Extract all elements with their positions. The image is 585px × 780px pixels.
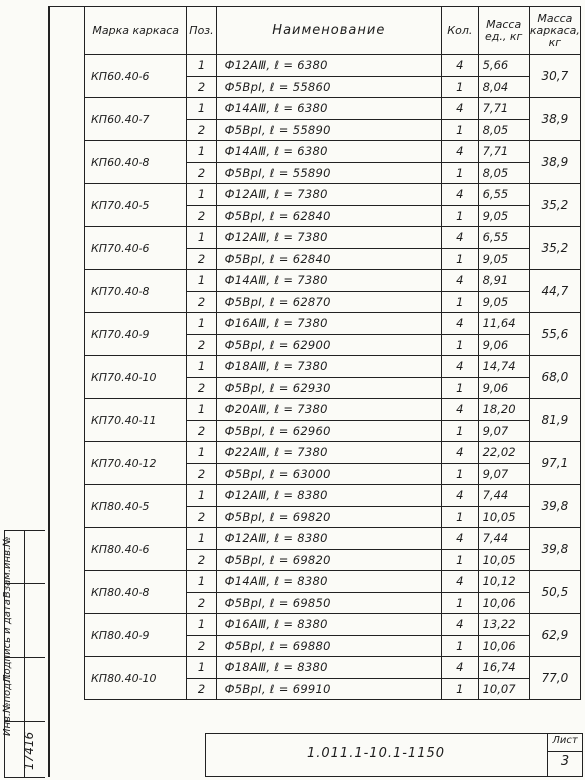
position-cell: 2: [187, 678, 216, 700]
specification-table: [84, 6, 581, 700]
frame-mark: КП70.40-12: [85, 442, 187, 485]
designation-cell: Ф5ВрⅠ, ℓ = 69880: [216, 635, 441, 657]
position-cell: 2: [187, 463, 216, 485]
position-cell: 2: [187, 205, 216, 227]
position-cell: 2: [187, 377, 216, 399]
table-row: [85, 184, 581, 206]
designation-cell: Ф5ВрⅠ, ℓ = 55890: [216, 119, 441, 141]
quantity-cell: 4: [442, 356, 479, 378]
designation-cell: Ф12АⅢ, ℓ = 6380: [216, 55, 441, 77]
frame-mark: КП60.40-8: [85, 141, 187, 184]
frame-mark: КП60.40-7: [85, 98, 187, 141]
position-cell: 1: [187, 485, 216, 507]
table-row: [85, 442, 581, 464]
unit-mass-cell: 9,07: [478, 463, 529, 485]
strip-labels: [2, 526, 13, 736]
position-cell: 1: [187, 184, 216, 206]
quantity-cell: 4: [442, 270, 479, 292]
table-row: [85, 55, 581, 77]
quantity-cell: 4: [442, 141, 479, 163]
designation-cell: Ф12АⅢ, ℓ = 8380: [216, 528, 441, 550]
unit-mass-cell: 10,12: [478, 571, 529, 593]
unit-mass-cell: 9,07: [478, 420, 529, 442]
quantity-cell: 1: [442, 506, 479, 528]
position-cell: 1: [187, 657, 216, 679]
designation-cell: Ф20АⅢ, ℓ = 7380: [216, 399, 441, 421]
designation-cell: Ф5ВрⅠ, ℓ = 69820: [216, 549, 441, 571]
quantity-cell: 1: [442, 119, 479, 141]
designation-cell: Ф14АⅢ, ℓ = 8380: [216, 571, 441, 593]
quantity-cell: 1: [442, 248, 479, 270]
position-cell: 2: [187, 549, 216, 571]
quantity-cell: 4: [442, 313, 479, 335]
quantity-cell: 1: [442, 635, 479, 657]
frame-mass-cell: 81,9: [529, 399, 580, 442]
quantity-cell: 4: [442, 55, 479, 77]
table-row: [85, 485, 581, 507]
sheet-number: 3: [560, 754, 570, 769]
designation-cell: Ф5ВрⅠ, ℓ = 62960: [216, 420, 441, 442]
strip-label-signature: Подпись и дата: [2, 599, 13, 682]
designation-cell: Ф16АⅢ, ℓ = 7380: [216, 313, 441, 335]
strip-inv-value: 17416: [22, 731, 36, 770]
header-pos: Поз.: [187, 7, 216, 55]
designation-cell: Ф5ВрⅠ, ℓ = 63000: [216, 463, 441, 485]
table-row: [85, 141, 581, 163]
designation-cell: Ф18АⅢ, ℓ = 7380: [216, 356, 441, 378]
frame-mark: КП80.40-5: [85, 485, 187, 528]
designation-cell: Ф5ВрⅠ, ℓ = 62870: [216, 291, 441, 313]
unit-mass-cell: 10,05: [478, 549, 529, 571]
frame-mass-cell: 30,7: [529, 55, 580, 98]
designation-cell: Ф5ВрⅠ, ℓ = 62840: [216, 248, 441, 270]
position-cell: 2: [187, 592, 216, 614]
designation-cell: Ф5ВрⅠ, ℓ = 62930: [216, 377, 441, 399]
designation-cell: Ф22АⅢ, ℓ = 7380: [216, 442, 441, 464]
frame-mass-cell: 39,8: [529, 528, 580, 571]
table-row: [85, 657, 581, 679]
frame-mass-cell: 62,9: [529, 614, 580, 657]
unit-mass-cell: 8,04: [478, 76, 529, 98]
frame-mass-cell: 68,0: [529, 356, 580, 399]
position-cell: 1: [187, 614, 216, 636]
designation-cell: Ф5ВрⅠ, ℓ = 69850: [216, 592, 441, 614]
quantity-cell: 4: [442, 657, 479, 679]
frame-mark: КП70.40-11: [85, 399, 187, 442]
designation-cell: Ф12АⅢ, ℓ = 8380: [216, 485, 441, 507]
frame-mass-cell: 35,2: [529, 227, 580, 270]
document-code: 1.011.1-10.1-1150: [306, 746, 446, 761]
unit-mass-cell: 8,05: [478, 162, 529, 184]
designation-cell: Ф5ВрⅠ, ℓ = 55860: [216, 76, 441, 98]
table-row: [85, 528, 581, 550]
unit-mass-cell: 5,66: [478, 55, 529, 77]
quantity-cell: 4: [442, 98, 479, 120]
quantity-cell: 1: [442, 463, 479, 485]
quantity-cell: 4: [442, 442, 479, 464]
unit-mass-cell: 7,44: [478, 528, 529, 550]
unit-mass-cell: 6,55: [478, 184, 529, 206]
designation-cell: Ф5ВрⅠ, ℓ = 62900: [216, 334, 441, 356]
position-cell: 1: [187, 356, 216, 378]
table-header: [85, 7, 581, 55]
header-qty: Кол.: [442, 7, 479, 55]
quantity-cell: 1: [442, 162, 479, 184]
unit-mass-cell: 14,74: [478, 356, 529, 378]
unit-mass-cell: 10,07: [478, 678, 529, 700]
header-frame-mass: Масса каркаса, кг: [529, 7, 580, 55]
unit-mass-cell: 8,05: [478, 119, 529, 141]
table-row: [85, 356, 581, 378]
unit-mass-cell: 8,91: [478, 270, 529, 292]
table-row: [85, 399, 581, 421]
quantity-cell: 1: [442, 205, 479, 227]
quantity-cell: 4: [442, 528, 479, 550]
designation-cell: Ф16АⅢ, ℓ = 8380: [216, 614, 441, 636]
frame-mass-cell: 38,9: [529, 141, 580, 184]
quantity-cell: 4: [442, 227, 479, 249]
designation-cell: Ф5ВрⅠ, ℓ = 55890: [216, 162, 441, 184]
sheet-cell: [547, 734, 582, 776]
designation-cell: Ф14АⅢ, ℓ = 6380: [216, 98, 441, 120]
position-cell: 1: [187, 227, 216, 249]
frame-mark: КП80.40-6: [85, 528, 187, 571]
frame-mark: КП80.40-10: [85, 657, 187, 700]
position-cell: 1: [187, 571, 216, 593]
quantity-cell: 1: [442, 76, 479, 98]
designation-cell: Ф14АⅢ, ℓ = 7380: [216, 270, 441, 292]
position-cell: 2: [187, 334, 216, 356]
table-row: [85, 98, 581, 120]
quantity-cell: 1: [442, 678, 479, 700]
position-cell: 2: [187, 119, 216, 141]
quantity-cell: 1: [442, 291, 479, 313]
quantity-cell: 1: [442, 420, 479, 442]
strip-label-inv: Инв.№подл.: [2, 673, 13, 736]
frame-mark: КП70.40-9: [85, 313, 187, 356]
unit-mass-cell: 11,64: [478, 313, 529, 335]
unit-mass-cell: 7,44: [478, 485, 529, 507]
frame-mass-cell: 55,6: [529, 313, 580, 356]
frame-mass-cell: 39,8: [529, 485, 580, 528]
quantity-cell: 1: [442, 377, 479, 399]
header-mark: Марка каркаса: [85, 7, 187, 55]
unit-mass-cell: 6,55: [478, 227, 529, 249]
frame-mark: КП70.40-6: [85, 227, 187, 270]
unit-mass-cell: 9,05: [478, 291, 529, 313]
frame-mass-cell: 38,9: [529, 98, 580, 141]
quantity-cell: 1: [442, 549, 479, 571]
position-cell: 2: [187, 162, 216, 184]
quantity-cell: 1: [442, 592, 479, 614]
unit-mass-cell: 10,05: [478, 506, 529, 528]
unit-mass-cell: 22,02: [478, 442, 529, 464]
unit-mass-cell: 9,05: [478, 205, 529, 227]
unit-mass-cell: 9,06: [478, 377, 529, 399]
frame-mass-cell: 44,7: [529, 270, 580, 313]
quantity-cell: 4: [442, 485, 479, 507]
sheet-label: Лист: [548, 735, 582, 752]
unit-mass-cell: 7,71: [478, 98, 529, 120]
designation-cell: Ф18АⅢ, ℓ = 8380: [216, 657, 441, 679]
title-block: [205, 733, 583, 777]
table-row: [85, 614, 581, 636]
position-cell: 1: [187, 313, 216, 335]
position-cell: 2: [187, 248, 216, 270]
quantity-cell: 4: [442, 614, 479, 636]
position-cell: 2: [187, 635, 216, 657]
designation-cell: Ф12АⅢ, ℓ = 7380: [216, 227, 441, 249]
unit-mass-cell: 9,06: [478, 334, 529, 356]
designation-cell: Ф14АⅢ, ℓ = 6380: [216, 141, 441, 163]
position-cell: 1: [187, 141, 216, 163]
table-row: [85, 313, 581, 335]
quantity-cell: 4: [442, 571, 479, 593]
position-cell: 2: [187, 76, 216, 98]
position-cell: 1: [187, 528, 216, 550]
frame-mass-cell: 35,2: [529, 184, 580, 227]
position-cell: 2: [187, 291, 216, 313]
quantity-cell: 1: [442, 334, 479, 356]
header-unit-mass: Масса ед., кг: [478, 7, 529, 55]
frame-mark: КП80.40-9: [85, 614, 187, 657]
unit-mass-cell: 9,05: [478, 248, 529, 270]
frame-mass-cell: 77,0: [529, 657, 580, 700]
frame-mass-cell: 50,5: [529, 571, 580, 614]
designation-cell: Ф5ВрⅠ, ℓ = 69910: [216, 678, 441, 700]
frame-mark: КП70.40-8: [85, 270, 187, 313]
unit-mass-cell: 18,20: [478, 399, 529, 421]
position-cell: 1: [187, 270, 216, 292]
unit-mass-cell: 13,22: [478, 614, 529, 636]
quantity-cell: 4: [442, 399, 479, 421]
frame-mark: КП70.40-5: [85, 184, 187, 227]
designation-cell: Ф12АⅢ, ℓ = 7380: [216, 184, 441, 206]
frame-mark: КП80.40-8: [85, 571, 187, 614]
strip-label-replaces: Взам.инв.№: [2, 536, 13, 598]
frame-mass-cell: 97,1: [529, 442, 580, 485]
table-row: [85, 227, 581, 249]
designation-cell: Ф5ВрⅠ, ℓ = 62840: [216, 205, 441, 227]
position-cell: 2: [187, 420, 216, 442]
position-cell: 1: [187, 55, 216, 77]
position-cell: 1: [187, 399, 216, 421]
unit-mass-cell: 10,06: [478, 635, 529, 657]
table-row: [85, 571, 581, 593]
quantity-cell: 4: [442, 184, 479, 206]
frame-mark: КП70.40-10: [85, 356, 187, 399]
position-cell: 1: [187, 98, 216, 120]
header-name: Наименование: [216, 7, 441, 55]
unit-mass-cell: 16,74: [478, 657, 529, 679]
position-cell: 1: [187, 442, 216, 464]
unit-mass-cell: 7,71: [478, 141, 529, 163]
table-row: [85, 270, 581, 292]
position-cell: 2: [187, 506, 216, 528]
frame-mark: КП60.40-6: [85, 55, 187, 98]
unit-mass-cell: 10,06: [478, 592, 529, 614]
designation-cell: Ф5ВрⅠ, ℓ = 69820: [216, 506, 441, 528]
